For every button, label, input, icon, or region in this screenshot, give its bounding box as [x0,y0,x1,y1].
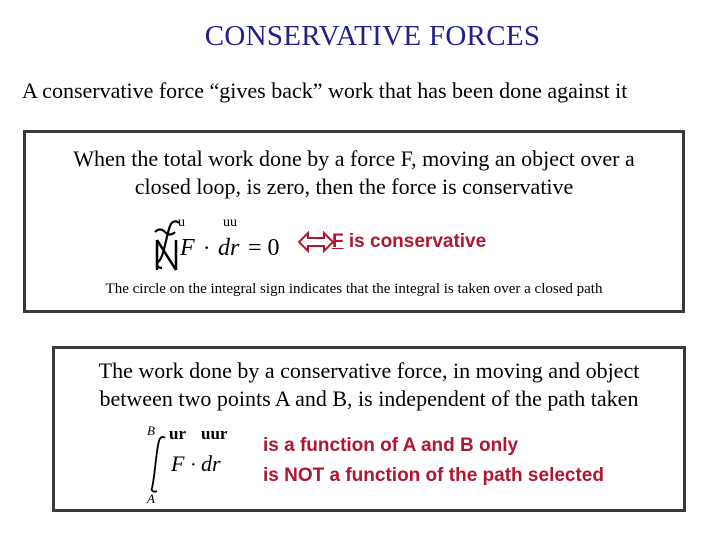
eq1-dr: dr [218,235,240,261]
line-integral-equation [139,421,239,505]
closed-path-note: The circle on the integral sign indicates that the integral is taken over a closed path [105,281,603,297]
eq1-dot: · [203,235,211,260]
slide-subtitle: A conservative force “gives back” work that has been done against it [22,78,628,103]
eq2-F: F [171,451,185,476]
not-function-of-path: is NOT a function of the path selected [263,465,604,486]
eq1-F: F [180,235,195,261]
slide-title: CONSERVATIVE FORCES [204,20,541,52]
closed-loop-line-2: closed loop, is zero, then the force is conservative [134,174,574,199]
closed-loop-statement [26,145,682,201]
vector-mark-dr: uu [223,218,237,230]
definite-integral-sign-icon [152,437,165,492]
force-is-conservative [332,231,486,253]
closed-loop-integral-equation [148,218,308,276]
function-of-A-and-B: is a function of A and B only [263,435,519,456]
conservative-text: is conservative [343,231,487,252]
closed-loop-glyph-icon [157,240,176,270]
path-independence-line-1: The work done by a conservative force, in moving and object [98,358,640,383]
eq2-dr: dr [201,451,221,476]
closed-loop-line-1: When the total work done by a force F, moving an object over a [73,146,635,171]
lower-limit-A: A [147,491,155,505]
equivalence-arrow-icon [296,229,336,255]
closed-loop-box [23,130,685,313]
conservative-F: F [332,231,344,252]
closed-path-mark-icon [155,230,175,235]
path-independence-box [52,346,686,512]
upper-limit-B: B [147,423,155,438]
vector-mark-F: u [178,218,185,230]
eq2-dot: · [190,454,197,476]
vector-mark-F2: ur [169,424,186,443]
path-independence-line-2: between two points A and B, is independent of the path taken [99,386,639,411]
eq1-equals-zero: = 0 [248,235,280,261]
vector-mark-dr2: uur [201,424,228,443]
path-independence-statement [55,357,683,413]
